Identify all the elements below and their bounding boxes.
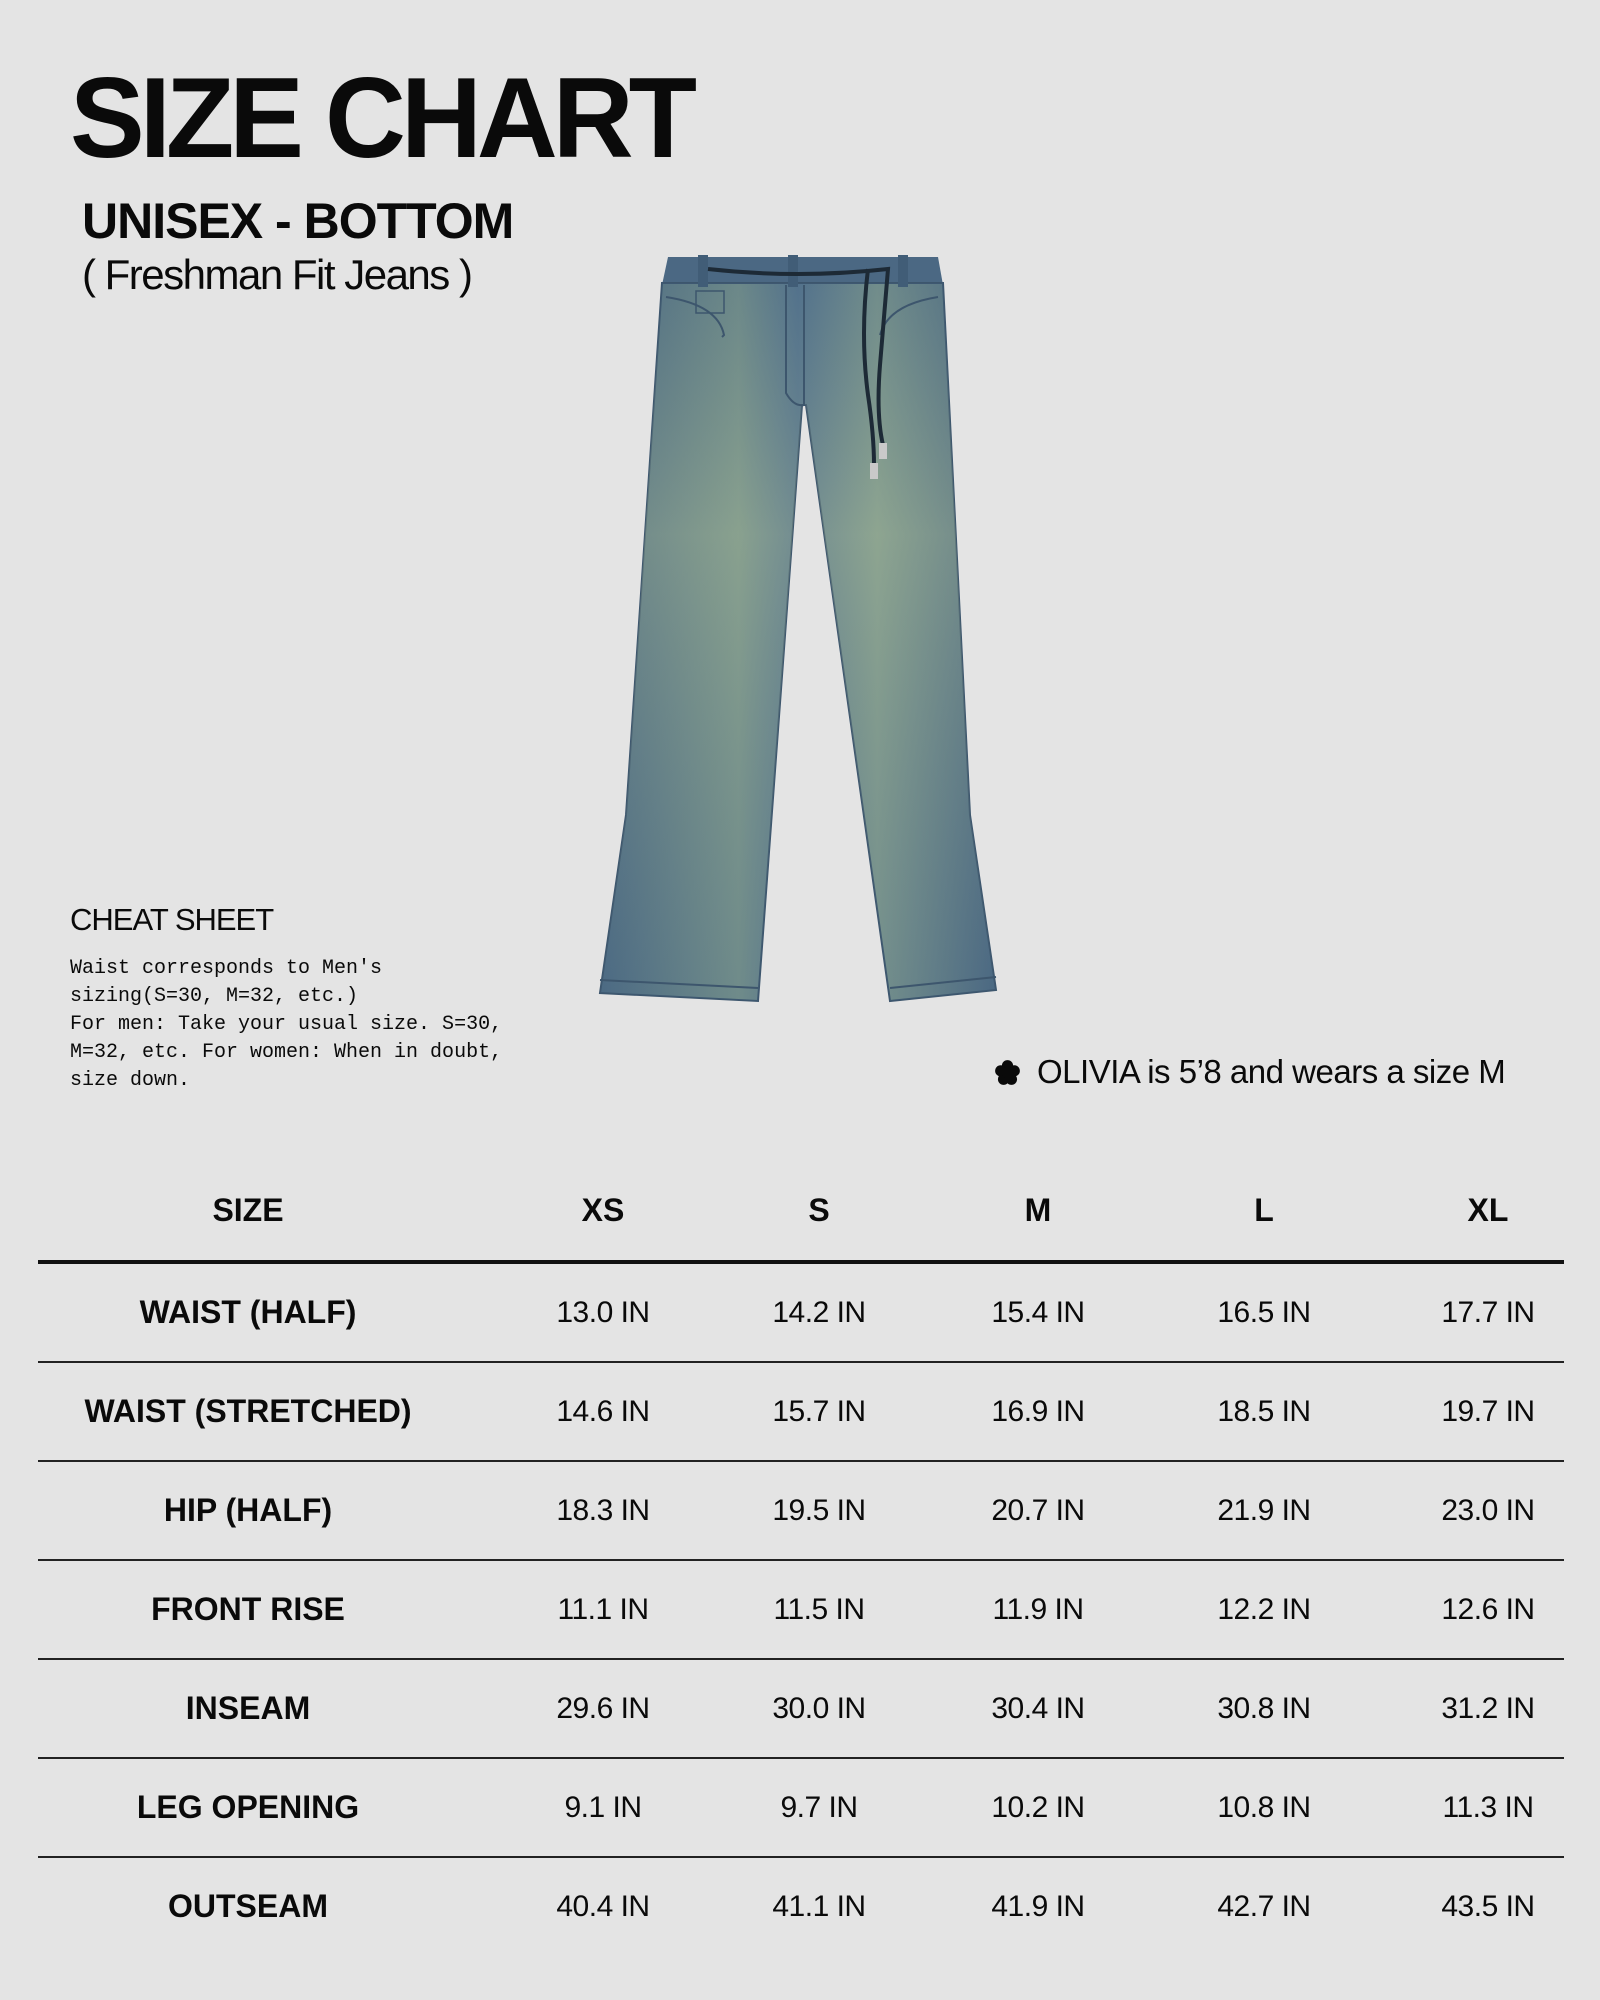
table-cell: 11.5 IN bbox=[773, 1592, 865, 1626]
table-cell: 21.9 IN bbox=[1217, 1493, 1311, 1527]
table-row bbox=[38, 1363, 1564, 1462]
table-cell: 30.0 IN bbox=[772, 1691, 866, 1725]
cheat-sheet-title: CHEAT SHEET bbox=[70, 902, 274, 937]
header-size-s: S bbox=[808, 1191, 830, 1228]
table-header bbox=[38, 1160, 1564, 1264]
product-name: ( Freshman Fit Jeans ) bbox=[82, 251, 472, 298]
table-cell: 20.7 IN bbox=[991, 1493, 1085, 1527]
table-cell: 12.6 IN bbox=[1441, 1592, 1535, 1626]
table-cell: 30.4 IN bbox=[991, 1691, 1085, 1725]
table-row bbox=[38, 1759, 1564, 1858]
table-row bbox=[38, 1858, 1564, 1955]
table-cell: 9.1 IN bbox=[564, 1790, 642, 1824]
table-cell: 15.7 IN bbox=[772, 1394, 866, 1428]
model-note-text: OLIVIA is 5’8 and wears a size M bbox=[1037, 1053, 1506, 1090]
table-row bbox=[38, 1660, 1564, 1759]
table-cell: 14.6 IN bbox=[556, 1394, 650, 1428]
table-cell: 9.7 IN bbox=[780, 1790, 858, 1824]
flower-icon bbox=[994, 1059, 1021, 1086]
table-cell: 43.5 IN bbox=[1441, 1889, 1535, 1923]
row-label: HIP (HALF) bbox=[163, 1492, 333, 1528]
table-cell: 41.9 IN bbox=[991, 1889, 1085, 1923]
table-cell: 14.2 IN bbox=[772, 1295, 866, 1329]
table-cell: 29.6 IN bbox=[556, 1691, 650, 1725]
table-cell: 19.7 IN bbox=[1441, 1394, 1535, 1428]
table-cell: 11.1 IN bbox=[557, 1592, 649, 1626]
header-size-xl: XL bbox=[1467, 1191, 1509, 1228]
table-cell: 12.2 IN bbox=[1217, 1592, 1311, 1626]
jeans-image bbox=[598, 255, 1002, 1007]
table-row bbox=[38, 1264, 1564, 1363]
row-label: LEG OPENING bbox=[136, 1789, 360, 1825]
table-cell: 42.7 IN bbox=[1217, 1889, 1311, 1923]
table-cell: 13.0 IN bbox=[556, 1295, 650, 1329]
category-subtitle: UNISEX - BOTTOM bbox=[82, 193, 514, 249]
row-label: INSEAM bbox=[185, 1690, 311, 1726]
size-table bbox=[38, 1160, 1564, 1955]
table-cell: 11.9 IN bbox=[992, 1592, 1084, 1626]
header-size-label: SIZE bbox=[212, 1191, 284, 1228]
header-size-xs: XS bbox=[581, 1191, 625, 1228]
table-cell: 40.4 IN bbox=[556, 1889, 650, 1923]
table-cell: 19.5 IN bbox=[772, 1493, 866, 1527]
header-size-l: L bbox=[1254, 1191, 1274, 1228]
model-note bbox=[994, 1053, 1505, 1091]
table-cell: 31.2 IN bbox=[1441, 1691, 1535, 1725]
cheat-sheet-body: Waist corresponds to Men's sizing(S=30, M=32, etc.) For men: Take your usual size. S=30, M=32, etc. For women: When in doubt, size down. bbox=[70, 957, 503, 1092]
table-cell: 17.7 IN bbox=[1441, 1295, 1535, 1329]
row-label: OUTSEAM bbox=[168, 1888, 328, 1924]
table-cell: 30.8 IN bbox=[1217, 1691, 1311, 1725]
table-cell: 15.4 IN bbox=[991, 1295, 1085, 1329]
table-cell: 10.8 IN bbox=[1217, 1790, 1311, 1824]
table-cell: 18.5 IN bbox=[1217, 1394, 1311, 1428]
header-size-m: M bbox=[1024, 1191, 1052, 1228]
table-cell: 41.1 IN bbox=[772, 1889, 866, 1923]
row-label: FRONT RISE bbox=[151, 1591, 345, 1627]
page-title: SIZE CHART bbox=[70, 53, 692, 182]
table-cell: 16.9 IN bbox=[991, 1394, 1085, 1428]
table-cell: 16.5 IN bbox=[1217, 1295, 1311, 1329]
table-cell: 10.2 IN bbox=[991, 1790, 1085, 1824]
table-row bbox=[38, 1561, 1564, 1660]
row-label: WAIST (HALF) bbox=[139, 1294, 357, 1330]
table-cell: 18.3 IN bbox=[556, 1493, 650, 1527]
row-label: WAIST (STRETCHED) bbox=[84, 1393, 412, 1429]
table-cell: 11.3 IN bbox=[1442, 1790, 1534, 1824]
table-row bbox=[38, 1462, 1564, 1561]
table-cell: 23.0 IN bbox=[1441, 1493, 1535, 1527]
